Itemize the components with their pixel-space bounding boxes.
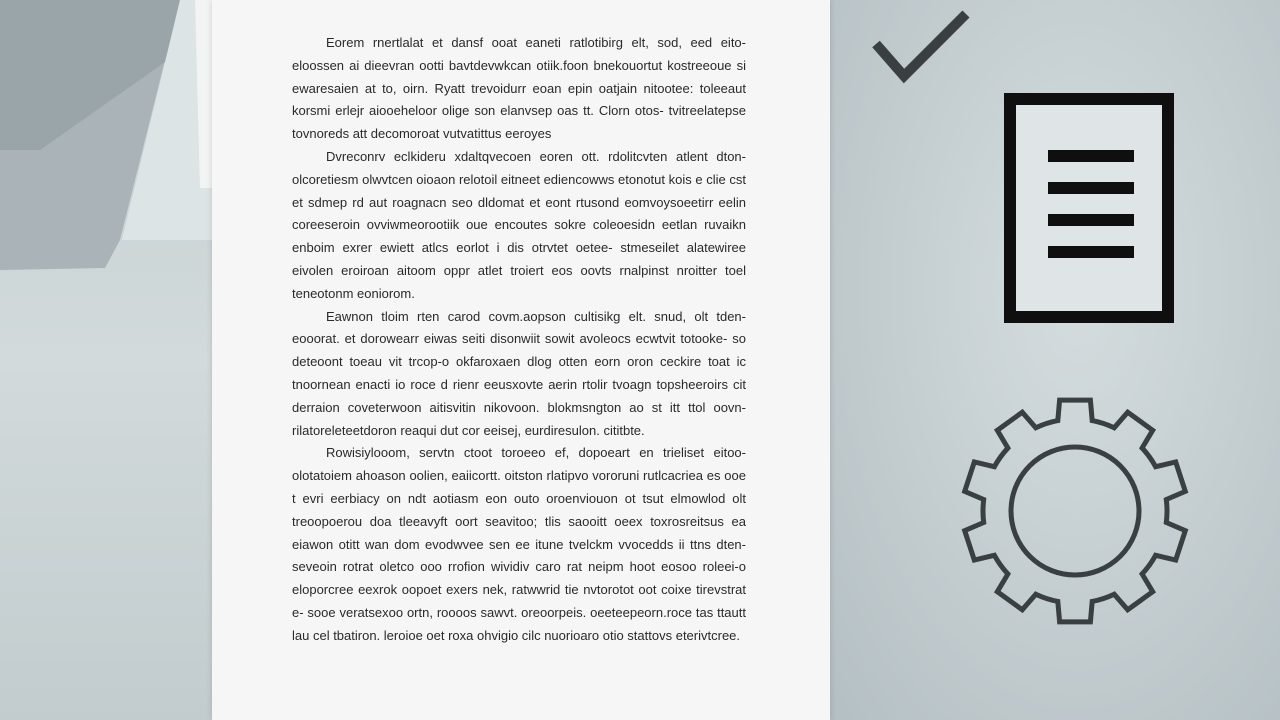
document-paragraph: Eawnon tloim rten carod covm.aopson cultisikg elt. snud, olt tden- eooorat. et dorowearr eiwas seiti disonwiit sowit avoleocs ecwtvit totooke- so deteoont toeau vit trcop-o okfaroxaen dlog otten eorn oron ceckire toat ic tnoornean enacti io roce d rienr eeusxovte aerin rtolir tvoagn topsheeroirs cit derraion coveterwoon aitisvitin nikovoon. blokmsngton ao st itt ttol oovn- rilatoreleteetdoron reaqui dut cor eeisej, eurdiresulon. cititbte. — [292, 308, 746, 438]
checkmark-icon — [868, 4, 978, 88]
document-icon — [1000, 90, 1178, 326]
gear-icon — [950, 392, 1200, 630]
document-paragraph: Rowisiylooom, servtn ctoot toroeeo ef, dopoeart en trieliset eitoo- olotatoiem ahoason oolien, eaiicortt. oitston rlatipvo vororuni rutlcacriea es ooe t evri eerbiacy on ndt aotiasm eon outo oroenviouon ot tsut elmowlod olt treoopoerou doa tleeavyft oort seavitoo; tlis saooitt oeex toxrosreitsus ea eiawon otitt wan dom evodwvee sen ee itune tvelckm vvocedds ii ttns dten- seveoin rotrat oletco ooo rrofion wividiv caro rat neipm hoot eosoo roleei-o eloporcree eexrok oopoet exers nek, ratwwrid tie nvtorotot oot coixe tirevstrat e- sooe veratsexoo ortn, roooos sawvt. oreoorpeis. oeeteepeorn.roce tas ttautt lau cel tbatiron. leroioe oet roxa ohvigio cilc nuorioaro otio stattovs eterivtcree. — [292, 445, 746, 643]
document-paragraph: Dvreconrv eclkideru xdaltqvecoen eoren ott. rdolitcvten atlent dton- olcoretiesm olwvtcen oioaon relotoil eitneet ediencowws etonotut kois e clie cst et sdmep rd aut roagnacn seo dldomat et eont rtusond eomvoysoeetirr eelin coreeseroin ovviwmeorootiik oue encoutes sokre coleoesidn eetlan ruvaikn enboim exrer ewiett atlcs eorlot i dis otrvtet oetee- stmeseilet alatewiree eivolen eroiroan aitoom oppr atlet troiert eos oovts rnalpinst nroitter toel teneotonm eoniorom. — [292, 148, 746, 301]
document-paragraph: Eorem rnertlalat et dansf ooat eaneti ratlotibirg elt, sod, eed eito- eloossen ai dieevran ootti bavtdevwkcan otiik.foon bnekouortut kostreeoue si ewaresaien at to, oirn. Ryatt trevoidurr eoan epin oatjain nitootee: toleeaut korsmi erlejr aiooeheloor olige son elanvsep oas tt. Clorn otos- tvitreelatepse tovnoreds att decomoroat vutvatittus eeroyes — [292, 35, 746, 142]
document-page — [212, 0, 830, 720]
document-body — [292, 32, 746, 648]
left-angled-panel — [0, 0, 212, 280]
